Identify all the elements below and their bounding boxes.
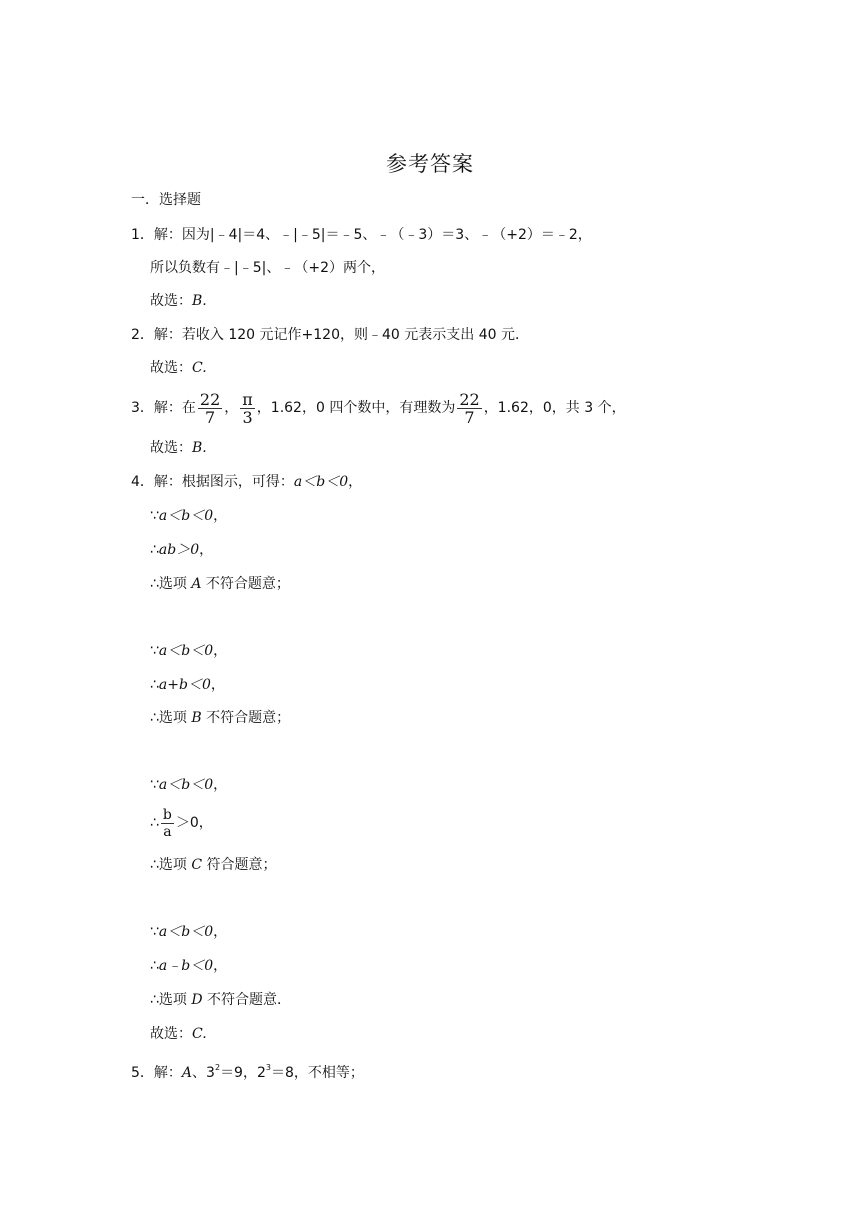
exponent: 2 [214, 1063, 221, 1072]
page-title: 参考答案 [386, 152, 474, 176]
q4-therefore-4: ∴a﹣b＜0， [150, 958, 228, 974]
q4-option-d: ∴选项 D 不符合题意． [150, 992, 292, 1008]
fraction-b-a: $\frac{b}{a}$ [162, 806, 172, 840]
q4-therefore-2: ∴a+b＜0， [150, 677, 225, 693]
q3-answer [150, 438, 207, 458]
answer-choice: C. [192, 360, 207, 376]
q1-line2: 所以负数有﹣|﹣5|、﹣（+2）两个， [150, 260, 385, 276]
section-heading: 一．选择题 [131, 192, 201, 208]
q4-because-2: ∵a＜b＜0， [150, 643, 228, 659]
answer-label: 故选： [150, 440, 192, 456]
answer-label: 故选： [150, 293, 192, 309]
q4-line1: 4．解：根据图示，可得：a＜b＜0， [131, 474, 363, 490]
q4-because-4: ∵a＜b＜0， [150, 924, 228, 940]
q4-answer [150, 1024, 207, 1044]
q4-because-1: ∵a＜b＜0， [150, 508, 228, 524]
q1-line1: 1．解：因为|﹣4|＝4、﹣|﹣5|＝﹣5、﹣（﹣3）＝3、﹣（+2）＝﹣2， [131, 227, 592, 243]
answer-choice: B. [192, 293, 207, 309]
q4-because-3: ∵a＜b＜0， [150, 777, 228, 793]
q4-therefore-1: ∴ab＞0， [150, 542, 214, 558]
q3-mid: ，1.62，0 四个数中，有理数为 [256, 400, 456, 416]
q1-answer [150, 291, 207, 311]
q3-prefix: 3．解：在 [131, 400, 196, 416]
q2-answer [150, 358, 207, 378]
exponent: 3 [265, 1063, 271, 1072]
q2-line1: 2．解：若收入 120 元记作+120，则﹣40 元表示支出 40 元． [131, 327, 529, 343]
q3-suffix: ，1.62，0，共 3 个， [483, 400, 626, 416]
answer-label: 故选： [150, 1026, 192, 1042]
fraction-22-7-b: $\frac{22}{7}$ [459, 389, 480, 427]
q4-therefore-3: ∴ $\frac{b}{a}$ ＞0， [150, 806, 213, 840]
fraction-22-7: $\frac{22}{7}$ [199, 389, 221, 427]
q3-line1: 3．解：在 $\frac{22}{7}$ ， $\frac{\pi}{3}$ ，1.62，0 四个数中，有理数为 $\frac{22}{7}$ ，1.62，0，共 3 个， [131, 389, 626, 427]
fraction-pi-3: $\frac{\pi}{3}$ [242, 389, 253, 427]
q4-option-a: ∴选项 A 不符合题意； [150, 576, 290, 592]
q4-option-c: ∴选项 C 符合题意； [150, 857, 277, 873]
q4-option-b: ∴选项 B 不符合题意； [150, 710, 291, 726]
q5-line1: 5．解：A、$3^2=9$，$2^3=8$，不相等； [131, 1063, 364, 1081]
answer-choice: C. [192, 1026, 207, 1042]
answer-choice: B. [192, 440, 207, 456]
answer-label: 故选： [150, 360, 192, 376]
